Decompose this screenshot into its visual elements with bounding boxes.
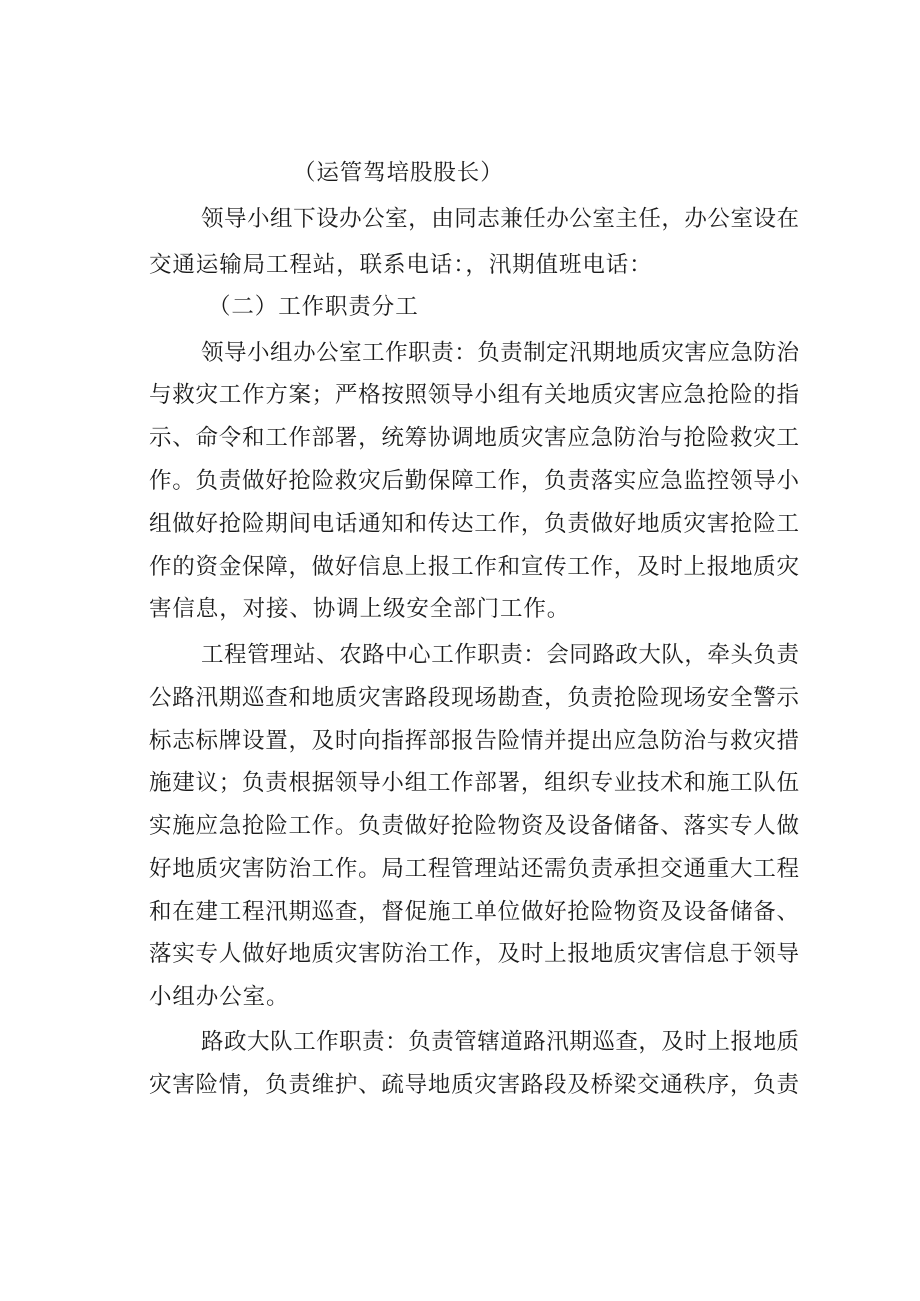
paragraph-line: 实施应急抢险工作。负责做好抢险物资及设备储备、落实专人做 [149,813,799,839]
paragraph-line: 示、命令和工作部署，统筹协调地质灾害应急防治与抢险救灾工 [149,425,799,451]
paragraph-line: 公路汛期巡查和地质灾害路段现场勘查，负责抢险现场安全警示 [149,685,799,711]
paragraph-line: 领导小组办公室工作职责：负责制定汛期地质灾害应急防治 [201,340,799,366]
paragraph-line: 领导小组下设办公室，由同志兼任办公室主任，办公室设在 [201,206,799,232]
paragraph-line: 与救灾工作方案；严格按照领导小组有关地质灾害应急抢险的指 [149,382,799,408]
paragraph-line: 路政大队工作职责：负责管辖道路汛期巡查，及时上报地质 [201,1029,799,1055]
paragraph-line: 作的资金保障，做好信息上报工作和宣传工作，及时上报地质灾 [149,554,799,580]
paragraph-line: 作。负责做好抢险救灾后勤保障工作，负责落实应急监控领导小 [149,468,799,494]
paragraph-line: 害信息，对接、协调上级安全部门工作。 [149,596,571,622]
paragraph-line: 好地质灾害防治工作。局工程管理站还需负责承担交通重大工程 [149,856,799,882]
paragraph-line: 落实专人做好地质灾害防治工作，及时上报地质灾害信息于领导 [149,941,799,967]
paragraph-line: 施建议；负责根据领导小组工作部署，组织专业技术和施工队伍 [149,770,799,796]
paragraph-line: 工程管理站、农路中心工作职责：会同路政大队，牵头负责 [201,642,799,668]
paragraph-line: 小组办公室。 [149,984,290,1010]
paragraph-line: 交通运输局工程站，联系电话：，汛期值班电话： [149,252,653,278]
subtitle-line: （运管驾培股股长） [293,160,504,186]
section-heading: （二）工作职责分工 [208,294,419,320]
paragraph-line: 组做好抢险期间电话通知和传达工作，负责做好地质灾害抢险工 [149,511,799,537]
paragraph-line: 和在建工程汛期巡查，督促施工单位做好抢险物资及设备储备、 [149,899,799,925]
paragraph-line: 灾害险情，负责维护、疏导地质灾害路段及桥梁交通秩序，负责 [149,1072,799,1098]
paragraph-line: 标志标牌设置，及时向指挥部报告险情并提出应急防治与救灾措 [149,728,799,754]
